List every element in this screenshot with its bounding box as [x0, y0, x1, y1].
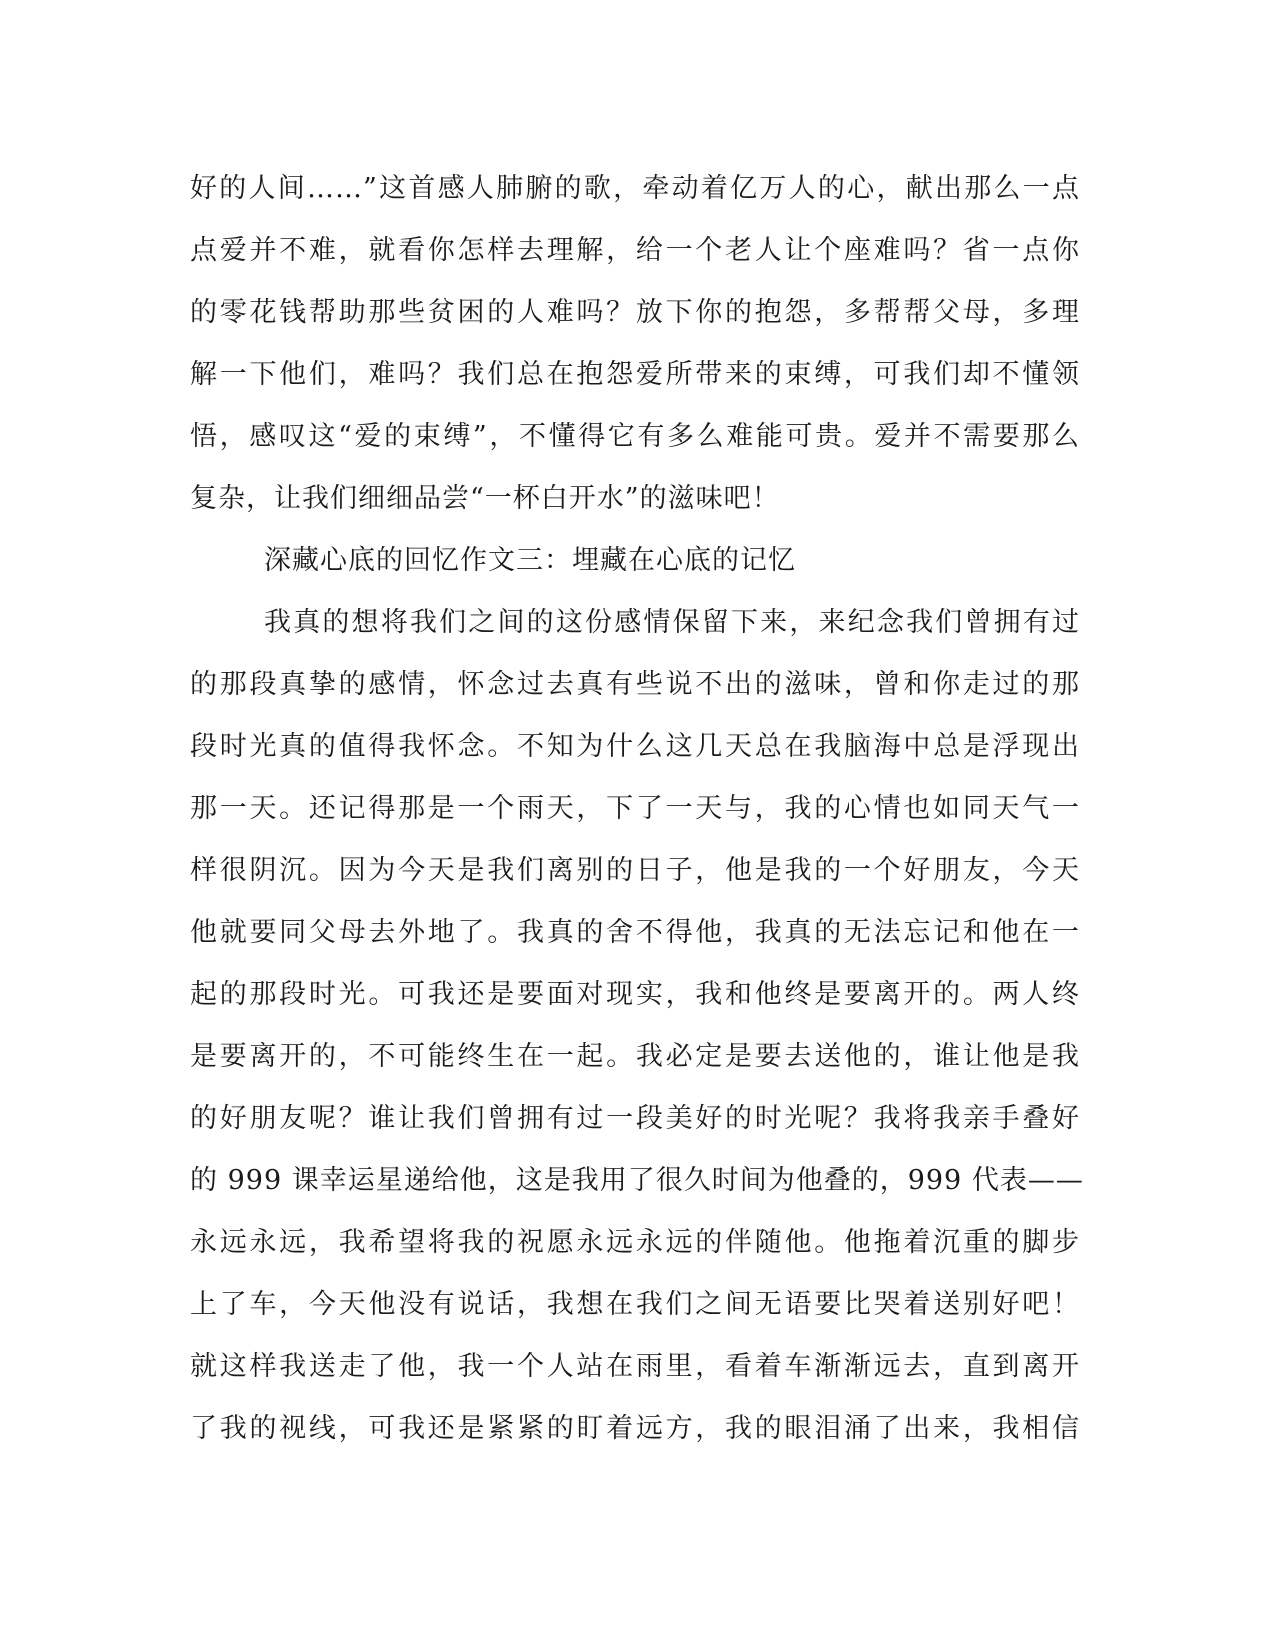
- text-line: 的那段真挚的感情，怀念过去真有些说不出的滋味，曾和你走过的那: [190, 669, 1080, 700]
- text-line: 的零花钱帮助那些贫困的人难吗？放下你的抱怨，多帮帮父母，多理: [190, 297, 1080, 328]
- text-line: 好的人间……”这首感人肺腑的歌，牵动着亿万人的心，献出那么一点: [190, 173, 1080, 204]
- text-line: 永远永远，我希望将我的祝愿永远永远的伴随他。他拖着沉重的脚步: [190, 1227, 1080, 1258]
- text-line: 悟，感叹这“爱的束缚”，不懂得它有多么难能可贵。爱并不需要那么: [190, 421, 1080, 452]
- text-line: 点爱并不难，就看你怎样去理解，给一个老人让个座难吗？省一点你: [190, 235, 1080, 266]
- text-line: 复杂，让我们细细品尝“一杯白开水”的滋味吧！: [190, 483, 780, 514]
- text-line: 解一下他们，难吗？我们总在抱怨爱所带来的束缚，可我们却不懂领: [190, 359, 1080, 390]
- text-line: 他就要同父母去外地了。我真的舍不得他，我真的无法忘记和他在一: [190, 917, 1080, 948]
- essay-text: [190, 158, 1084, 1460]
- text-line: 起的那段时光。可我还是要面对现实，我和他终是要离开的。两人终: [190, 979, 1080, 1010]
- text-line: 的好朋友呢？谁让我们曾拥有过一段美好的时光呢？我将我亲手叠好: [190, 1103, 1080, 1134]
- text-line: 我真的想将我们之间的这份感情保留下来，来纪念我们曾拥有过: [264, 607, 1080, 638]
- text-line: 那一天。还记得那是一个雨天，下了一天与，我的心情也如同天气一: [190, 793, 1080, 824]
- section-heading: 深藏心底的回忆作文三：埋藏在心底的记忆: [264, 545, 796, 576]
- text-line: 是要离开的，不可能终生在一起。我必定是要去送他的，谁让他是我: [190, 1041, 1080, 1072]
- text-line: 的 999 课幸运星递给他，这是我用了很久时间为他叠的，999 代表——: [190, 1165, 1084, 1196]
- text-line: 就这样我送走了他，我一个人站在雨里，看着车渐渐远去，直到离开: [190, 1351, 1080, 1382]
- text-line: 样很阴沉。因为今天是我们离别的日子，他是我的一个好朋友，今天: [190, 855, 1080, 886]
- text-line: 上了车，今天他没有说话，我想在我们之间无语要比哭着送别好吧！: [190, 1289, 1080, 1320]
- text-line: 段时光真的值得我怀念。不知为什么这几天总在我脑海中总是浮现出: [190, 731, 1080, 762]
- text-line: 了我的视线，可我还是紧紧的盯着远方，我的眼泪涌了出来，我相信: [190, 1413, 1080, 1444]
